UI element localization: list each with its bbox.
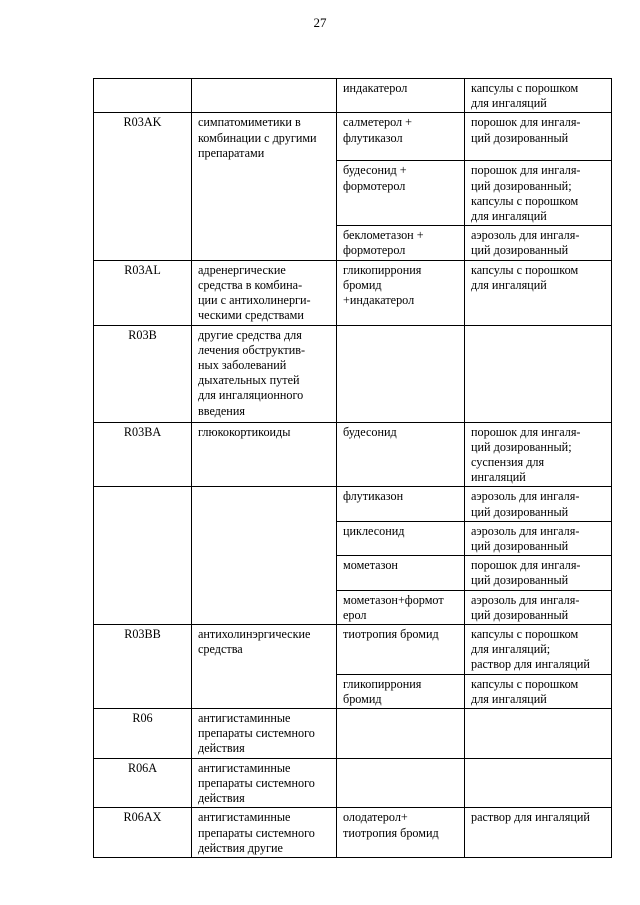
table-row: [94, 808, 612, 858]
substance-cell: [337, 758, 465, 808]
atc-code-cell: [94, 487, 192, 625]
dosage-form-cell: [465, 325, 612, 422]
dosage-form-cell: порошок для ингаля- ций дозированный: [465, 113, 612, 161]
dosage-form-cell: аэрозоль для ингаля- ций дозированный: [465, 590, 612, 624]
table-row: [94, 79, 612, 113]
dosage-form-cell: аэрозоль для ингаля- ций дозированный: [465, 226, 612, 260]
dosage-form-cell: капсулы с порошком для ингаляций; раствор для ингаляций: [465, 625, 612, 675]
substance-cell: мометазон: [337, 556, 465, 590]
table-row: [94, 487, 612, 521]
group-name-cell: адренергические средства в комбина- ции с антихолинерги- ческими средствами: [192, 260, 337, 325]
substance-cell: мометазон+формот ерол: [337, 590, 465, 624]
dosage-form-cell: раствор для ингаляций: [465, 808, 612, 858]
atc-code-cell: R03BA: [94, 422, 192, 487]
group-name-cell: [192, 79, 337, 113]
dosage-form-cell: капсулы с порошком для ингаляций: [465, 674, 612, 708]
table-row: [94, 422, 612, 487]
dosage-form-cell: [465, 709, 612, 759]
substance-cell: [337, 325, 465, 422]
dosage-form-cell: капсулы с порошком для ингаляций: [465, 260, 612, 325]
group-name-cell: антигистаминные препараты системного действия другие: [192, 808, 337, 858]
atc-code-cell: R03AL: [94, 260, 192, 325]
dosage-form-cell: капсулы с порошком для ингаляций: [465, 79, 612, 113]
substance-cell: циклесонид: [337, 521, 465, 555]
dosage-form-cell: [465, 758, 612, 808]
atc-code-cell: R06A: [94, 758, 192, 808]
dosage-form-cell: порошок для ингаля- ций дозированный; суспензия для ингаляций: [465, 422, 612, 487]
substance-cell: салметерол + флутиказол: [337, 113, 465, 161]
substance-cell: тиотропия бромид: [337, 625, 465, 675]
drug-table: [93, 78, 612, 858]
group-name-cell: антигистаминные препараты системного действия: [192, 758, 337, 808]
substance-cell: флутиказон: [337, 487, 465, 521]
atc-code-cell: R06AX: [94, 808, 192, 858]
group-name-cell: антигистаминные препараты системного действия: [192, 709, 337, 759]
atc-code-cell: R03AK: [94, 113, 192, 260]
dosage-form-cell: аэрозоль для ингаля- ций дозированный: [465, 521, 612, 555]
atc-code-cell: R03B: [94, 325, 192, 422]
substance-cell: гликопиррония бромид: [337, 674, 465, 708]
dosage-form-cell: порошок для ингаля- ций дозированный; капсулы с порошком для ингаляций: [465, 161, 612, 226]
substance-cell: будесонид: [337, 422, 465, 487]
table-row: [94, 325, 612, 422]
group-name-cell: [192, 487, 337, 625]
group-name-cell: симпатомиметики в комбинации с другими препаратами: [192, 113, 337, 260]
table-row: [94, 113, 612, 161]
group-name-cell: антихолинэргические средства: [192, 625, 337, 709]
table-row: [94, 709, 612, 759]
substance-cell: олодатерол+ тиотропия бромид: [337, 808, 465, 858]
table-row: [94, 260, 612, 325]
atc-code-cell: R06: [94, 709, 192, 759]
table-row: [94, 625, 612, 675]
group-name-cell: другие средства для лечения обструктив- ных заболеваний дыхательных путей для ингаляционного введения: [192, 325, 337, 422]
substance-cell: гликопиррония бромид +индакатерол: [337, 260, 465, 325]
substance-cell: будесонид + формотерол: [337, 161, 465, 226]
group-name-cell: глюкокортикоиды: [192, 422, 337, 487]
page-number: 27: [313, 15, 327, 30]
substance-cell: беклометазон + формотерол: [337, 226, 465, 260]
dosage-form-cell: порошок для ингаля- ций дозированный: [465, 556, 612, 590]
substance-cell: индакатерол: [337, 79, 465, 113]
table-row: [94, 758, 612, 808]
substance-cell: [337, 709, 465, 759]
atc-code-cell: [94, 79, 192, 113]
dosage-form-cell: аэрозоль для ингаля- ций дозированный: [465, 487, 612, 521]
atc-code-cell: R03BB: [94, 625, 192, 709]
